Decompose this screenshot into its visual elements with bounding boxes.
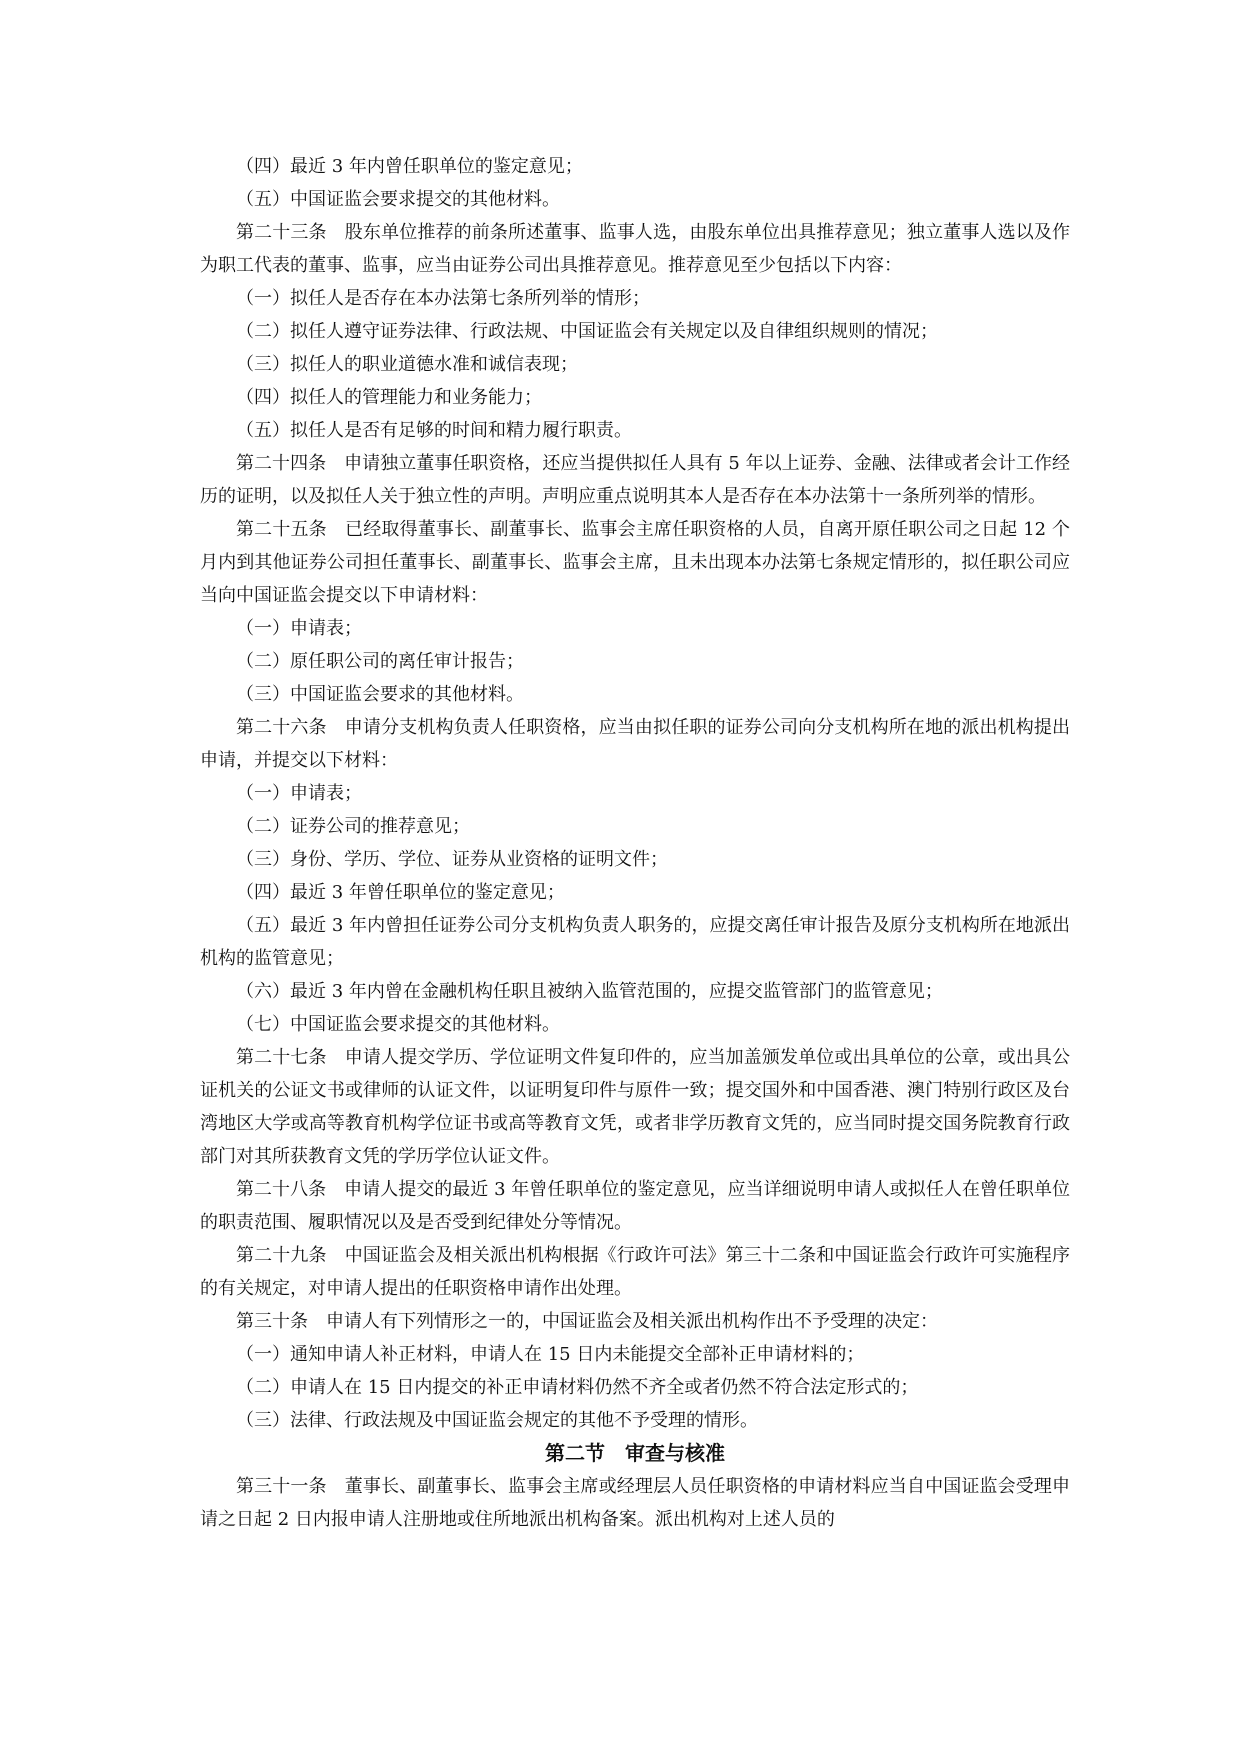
item-paragraph: （四）最近 3 年曾任职单位的鉴定意见；	[236, 882, 565, 903]
item-paragraph: （七）中国证监会要求提交的其他材料。	[236, 1014, 560, 1035]
item-paragraph: （三）法律、行政法规及中国证监会规定的其他不予受理的情形。	[236, 1410, 758, 1431]
article-29: 第二十九条 中国证监会及相关派出机构根据《行政许可法》第三十二条和中国证监会行政许可实施程序的有关规定，对申请人提出的任职资格申请作出处理。	[200, 1245, 1070, 1299]
item-paragraph: （三）身份、学历、学位、证券从业资格的证明文件；	[236, 849, 668, 870]
item-paragraph: （二）拟任人遵守证券法律、行政法规、中国证监会有关规定以及自律组织规则的情况；	[236, 321, 938, 342]
document-page	[200, 150, 1070, 1536]
item-paragraph: （一）拟任人是否存在本办法第七条所列举的情形；	[236, 288, 650, 309]
item-paragraph: （一）申请表；	[236, 783, 362, 804]
article-23: 第二十三条 股东单位推荐的前条所述董事、监事人选，由股东单位出具推荐意见；独立董事人选以及作为职工代表的董事、监事，应当由证券公司出具推荐意见。推荐意见至少包括以下内容：	[200, 222, 1070, 276]
item-paragraph: （四）最近 3 年内曾任职单位的鉴定意见；	[236, 156, 583, 177]
article-24: 第二十四条 申请独立董事任职资格，还应当提供拟任人具有 5 年以上证券、金融、法律或者会计工作经历的证明，以及拟任人关于独立性的声明。声明应重点说明其本人是否存在本办法第十一条所列举的情形。	[200, 453, 1070, 507]
item-paragraph: （四）拟任人的管理能力和业务能力；	[236, 387, 542, 408]
article-27: 第二十七条 申请人提交学历、学位证明文件复印件的，应当加盖颁发单位或出具单位的公章，或出具公证机关的公证文书或律师的认证文件，以证明复印件与原件一致；提交国外和中国香港、澳门特别行政区及台湾地区大学或高等教育机构学位证书或高等教育文凭，或者非学历教育文凭的，应当同时提交国务院教育行政部门对其所获教育文凭的学历学位认证文件。	[200, 1047, 1070, 1167]
item-paragraph: （六）最近 3 年内曾在金融机构任职且被纳入监管范围的，应提交监管部门的监管意见；	[236, 981, 943, 1002]
article-30: 第三十条 申请人有下列情形之一的，中国证监会及相关派出机构作出不予受理的决定：	[236, 1311, 938, 1332]
article-25: 第二十五条 已经取得董事长、副董事长、监事会主席任职资格的人员，自离开原任职公司之日起 12 个月内到其他证券公司担任董事长、副董事长、监事会主席，且未出现本办法第七条规定情形的，拟任职公司应当向中国证监会提交以下申请材料：	[200, 519, 1070, 606]
item-paragraph: （五）拟任人是否有足够的时间和精力履行职责。	[236, 420, 632, 441]
section-heading: 第二节 审查与核准	[545, 1441, 725, 1465]
item-paragraph: （二）申请人在 15 日内提交的补正申请材料仍然不齐全或者仍然不符合法定形式的；	[236, 1377, 919, 1398]
item-paragraph: （二）原任职公司的离任审计报告；	[236, 651, 524, 672]
item-paragraph: （一）申请表；	[236, 618, 362, 639]
item-paragraph: （三）拟任人的职业道德水准和诚信表现；	[236, 354, 578, 375]
item-paragraph: （三）中国证监会要求的其他材料。	[236, 684, 524, 705]
article-31: 第三十一条 董事长、副董事长、监事会主席或经理层人员任职资格的申请材料应当自中国证监会受理申请之日起 2 日内报申请人注册地或住所地派出机构备案。派出机构对上述人员的	[200, 1476, 1070, 1530]
article-26: 第二十六条 申请分支机构负责人任职资格，应当由拟任职的证券公司向分支机构所在地的派出机构提出申请，并提交以下材料：	[200, 717, 1070, 771]
item-paragraph-wrapped: （五）最近 3 年内曾担任证券公司分支机构负责人职务的，应提交离任审计报告及原分支机构所在地派出机构的监管意见；	[200, 915, 1070, 969]
item-paragraph: （二）证券公司的推荐意见；	[236, 816, 470, 837]
article-28: 第二十八条 申请人提交的最近 3 年曾任职单位的鉴定意见，应当详细说明申请人或拟任人在曾任职单位的职责范围、履职情况以及是否受到纪律处分等情况。	[200, 1179, 1070, 1233]
item-paragraph: （五）中国证监会要求提交的其他材料。	[236, 189, 560, 210]
item-paragraph: （一）通知申请人补正材料，申请人在 15 日内未能提交全部补正申请材料的；	[236, 1344, 865, 1365]
